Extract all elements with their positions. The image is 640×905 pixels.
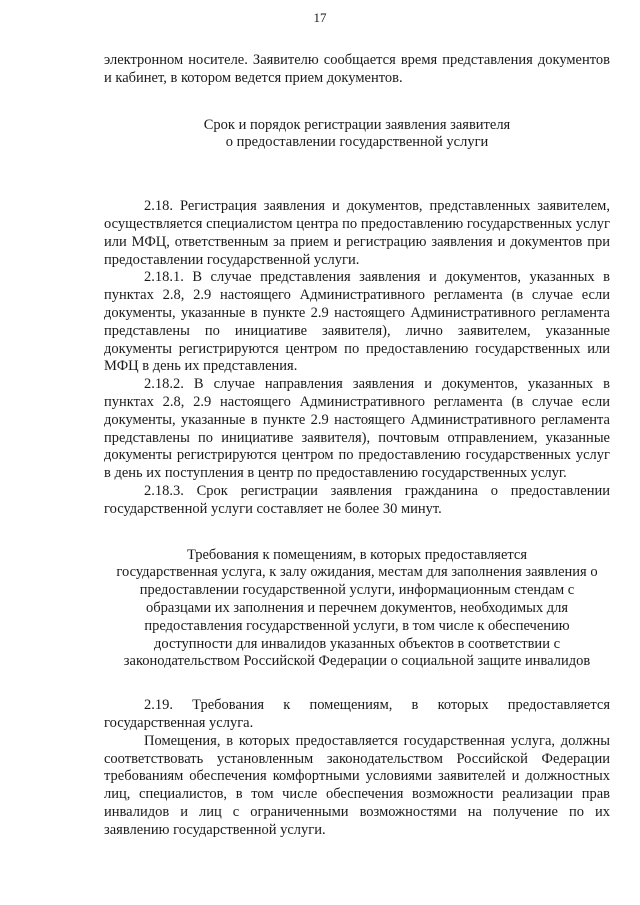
heading-line: государственная услуга, к залу ожидания, местам для заполнения заявления о: [116, 564, 598, 581]
page-number: 17: [313, 10, 327, 25]
document-body: [104, 52, 610, 839]
heading-line: законодательством Российской Федерации о социальной защите инвалидов: [123, 653, 591, 670]
continuation-paragraph: электронном носителе. Заявителю сообщается время представления документов и кабинет, в котором ведется прием документов.: [104, 52, 610, 86]
paragraph-2-18-3: 2.18.3. Срок регистрации заявления гражданина о предоставлении государственной услуги составляет не более 30 минут.: [104, 482, 610, 517]
heading-line: о предоставлении государственной услуги: [225, 134, 489, 151]
paragraph-2-19: 2.19. Требования к помещениям, в которых предоставляется государственная услуга.: [104, 697, 610, 731]
paragraph-2-18-2: 2.18.2. В случае направления заявления и документов, указанных в пунктах 2.8, 2.9 настоящего Административного регламента (в случае если документы, указанные в пункте 2.9 настоящего Административного регламента представлены по инициативе заявителя), почтовым отправлением, указанные документы регистрируются центром по предоставлению государственных услуг в день их поступления в центр по предоставлению государственных услуг.: [104, 376, 610, 482]
heading-line: Срок и порядок регистрации заявления заявителя: [203, 116, 511, 133]
section-heading-registration: [104, 117, 610, 153]
section-heading-premises: [104, 547, 610, 672]
heading-line: Требования к помещениям, в которых предоставляется: [186, 546, 528, 563]
paragraph-2-19-body: Помещения, в которых предоставляется государственная услуга, должны соответствовать установленным законодательством Российской Федерации требованиям обеспечения комфортными условиями заявителей и должностных лиц, специалистов, в том числе обеспечения возможности реализации прав инвалидов и лиц с ограниченными возможностями на получение по их заявлению государственной услуги.: [104, 732, 610, 838]
heading-line: предоставлении государственной услуги, информационным стендам с: [139, 582, 575, 599]
paragraph-2-18-1: 2.18.1. В случае представления заявления и документов, указанных в пунктах 2.8, 2.9 настоящего Административного регламента (в случае если документы, указанные в пункте 2.9 настоящего Административного регламента представлены по инициативе заявителя), лично заявителем, указанные документы регистрируются центром по предоставлению государственных или МФЦ в день их представления.: [104, 269, 610, 375]
heading-line: предоставления государственной услуги, в том числе к обеспечению: [144, 617, 570, 634]
paragraph-2-18: 2.18. Регистрация заявления и документов, представленных заявителем, осуществляется специалистом центра по предоставлению государственных услуг или МФЦ, ответственным за прием и регистрацию заявления и документов при предоставлении государственной услуги.: [104, 198, 610, 268]
heading-line: образцами их заполнения и перечнем документов, необходимых для: [145, 599, 569, 616]
heading-line: доступности для инвалидов указанных объектов в соответствии с: [153, 635, 561, 652]
